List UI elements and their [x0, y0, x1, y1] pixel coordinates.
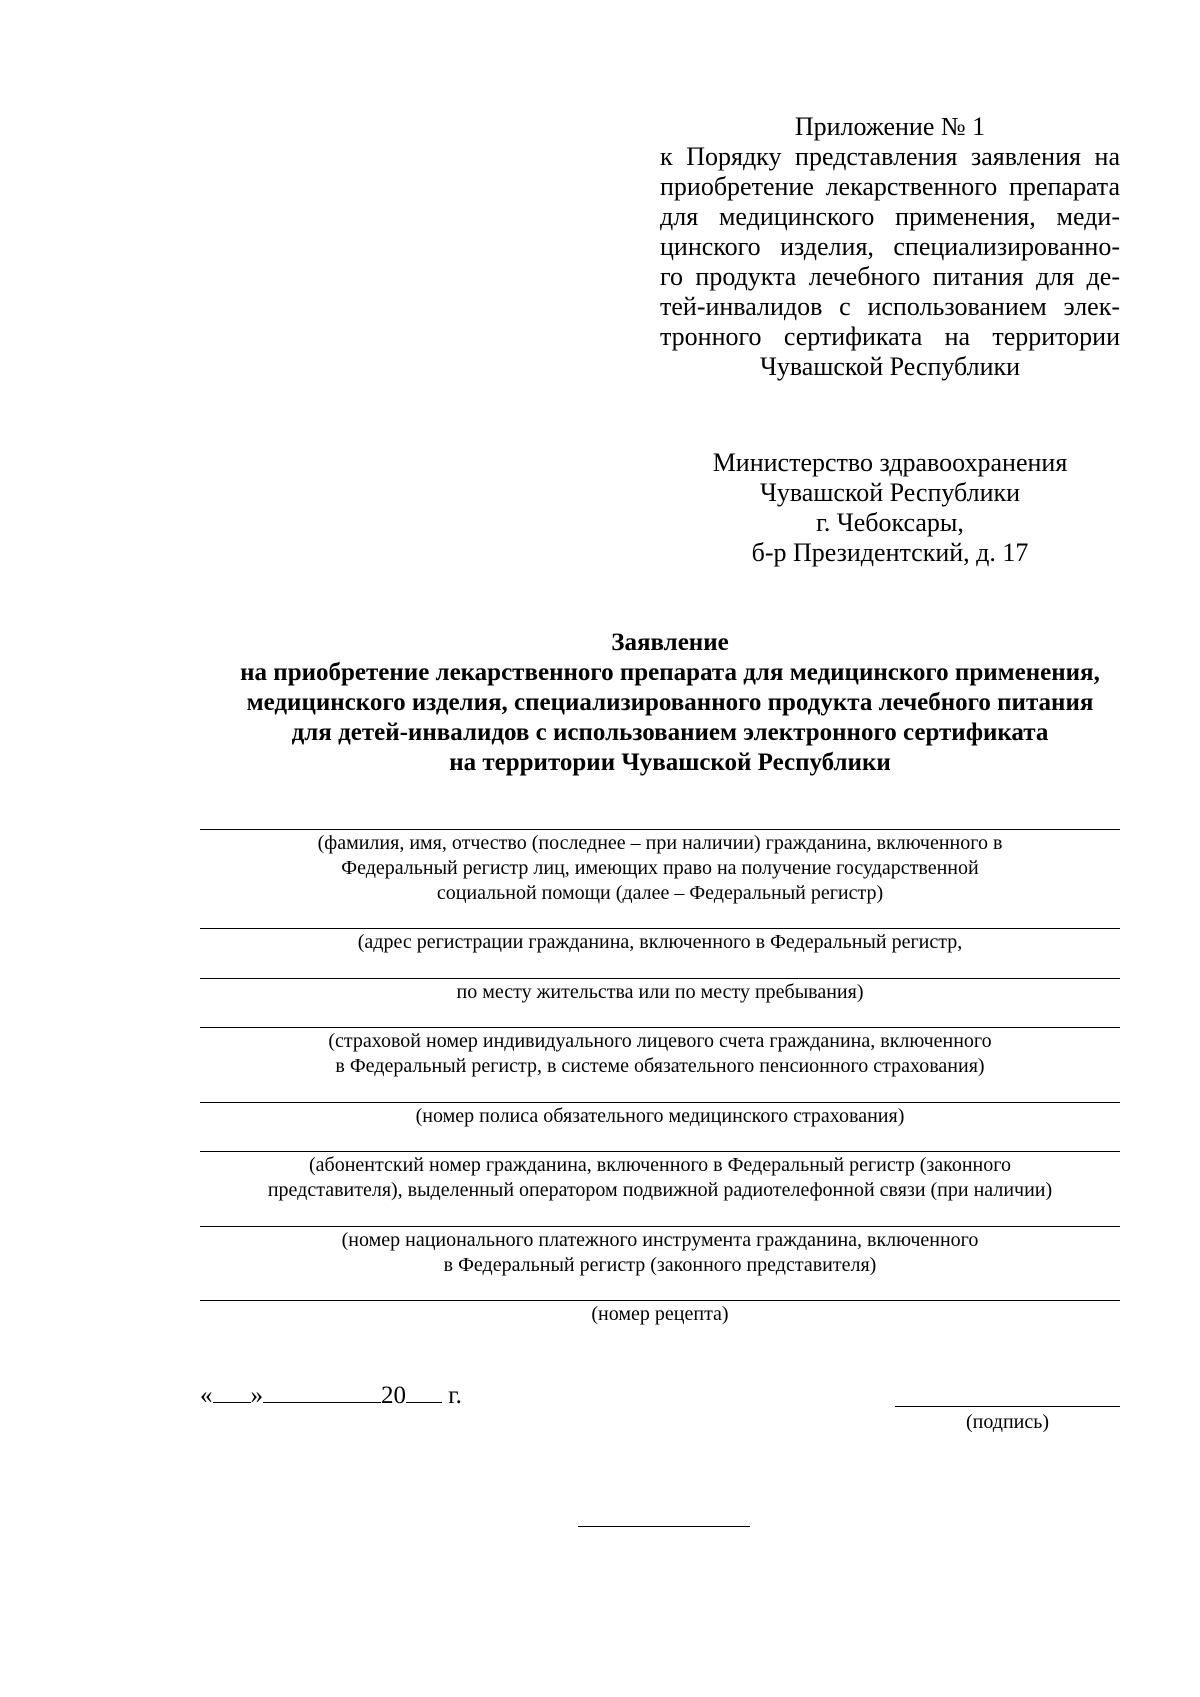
- field-phone-number[interactable]: [200, 1151, 1120, 1203]
- field-oms-policy[interactable]: [200, 1102, 1120, 1129]
- title-line: Заявление: [611, 629, 729, 656]
- appendix-line: приобретение лекарственного препарата: [660, 172, 1120, 201]
- field-caption: (адрес регистрации гражданина, включенного в Федеральный регистр,: [357, 931, 963, 953]
- appendix-line: к Порядку представления заявления на: [660, 142, 1120, 171]
- field-snils[interactable]: [200, 1027, 1120, 1079]
- appendix-heading: Приложение № 1: [794, 112, 986, 141]
- date-day-blank[interactable]: [213, 1380, 251, 1403]
- field-caption: социальной помощи (далее – Федеральный регистр): [436, 882, 884, 904]
- field-residence-address[interactable]: [200, 978, 1120, 1005]
- field-registration-address[interactable]: [200, 928, 1120, 955]
- addressee-line: Чувашской Республики: [759, 478, 1021, 507]
- title-line: на приобретение лекарственного препарата для медицинского применения,: [240, 659, 1100, 686]
- appendix-line: тронного сертификата на территории: [660, 322, 1120, 351]
- addressee-block: [660, 448, 1120, 568]
- field-caption: (номер национального платежного инструмента гражданина, включенного: [341, 1229, 979, 1251]
- field-payment-instrument[interactable]: [200, 1226, 1120, 1278]
- signature-line[interactable]: [895, 1406, 1120, 1407]
- date-year-suffix: г.: [448, 1382, 462, 1409]
- appendix-line: для медицинского применения, меди-: [660, 202, 1120, 231]
- appendix-line: тей-инвалидов с использованием элек-: [660, 292, 1120, 321]
- field-caption: Федеральный регистр лиц, имеющих право на получение государственной: [341, 857, 979, 879]
- title-line: на территории Чувашской Республики: [449, 749, 891, 776]
- document-title: [120, 628, 1200, 778]
- addressee-line: б-р Президентский, д. 17: [751, 538, 1029, 567]
- field-caption: в Федеральный регистр (законного представителя): [443, 1254, 877, 1276]
- field-caption: по месту жительства или по месту пребывания): [456, 981, 864, 1003]
- addressee-line: г. Чебоксары,: [816, 508, 964, 537]
- appendix-last-line: Чувашской Республики: [759, 352, 1021, 381]
- field-caption: (страховой номер индивидуального лицевого счета гражданина, включенного: [328, 1030, 992, 1052]
- date-close-quote: »: [250, 1382, 263, 1409]
- field-prescription-number[interactable]: [200, 1300, 1120, 1327]
- addressee-line: Министерство здравоохранения: [712, 448, 1068, 477]
- appendix-line: го продукта лечебного питания для де-: [660, 262, 1120, 291]
- date-year-blank[interactable]: [406, 1380, 442, 1403]
- field-full-name[interactable]: [200, 829, 1120, 906]
- appendix-block: [660, 112, 1120, 382]
- signature-label: (подпись): [965, 1411, 1050, 1433]
- field-caption: (абонентский номер гражданина, включенного в Федеральный регистр (законного: [309, 1154, 1011, 1176]
- title-line: для детей-инвалидов с использованием электронного сертификата: [291, 719, 1049, 746]
- field-caption: (номер рецепта): [591, 1303, 729, 1325]
- date-open-quote: «: [200, 1382, 213, 1409]
- title-line: медицинского изделия, специализированного продукта лечебного питания: [246, 689, 1094, 716]
- date-century: 20: [381, 1382, 406, 1409]
- date-row: [200, 1380, 462, 1411]
- date-month-blank[interactable]: [263, 1380, 381, 1403]
- field-caption: представителя), выделенный оператором подвижной радиотелефонной связи (при наличии): [267, 1179, 1053, 1201]
- appendix-line: цинского изделия, специализированно-: [660, 232, 1120, 261]
- end-divider: [578, 1526, 750, 1527]
- field-caption: (фамилия, имя, отчество (последнее – при наличии) гражданина, включенного в: [317, 832, 1003, 854]
- field-caption: в Федеральный регистр, в системе обязательного пенсионного страхования): [335, 1055, 985, 1077]
- field-caption: (номер полиса обязательного медицинского страхования): [415, 1105, 905, 1127]
